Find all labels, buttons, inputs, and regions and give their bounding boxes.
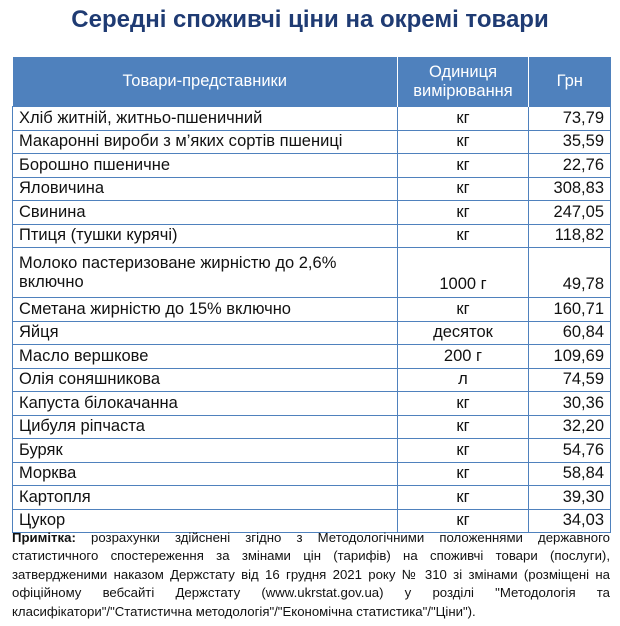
row-price: 34,03 [529,509,611,533]
row-name: Цукор [13,509,398,533]
row-unit: кг [398,415,529,439]
page-title: Середні споживчі ціни на окремі товари [71,6,549,33]
row-unit: 200 г [398,345,529,369]
row-name: Цибуля ріпчаста [13,415,398,439]
row-unit: десяток [398,321,529,345]
row-name: Молоко пастеризоване жирністю до 2,6% включно [13,248,398,298]
row-price: 60,84 [529,321,611,345]
prices-table [12,57,611,533]
row-name: Масло вершкове [13,345,398,369]
row-unit: кг [398,154,529,178]
row-unit: кг [398,509,529,533]
table-row [13,486,611,510]
table-row [13,462,611,486]
row-name: Капуста білокачанна [13,392,398,416]
row-price: 22,76 [529,154,611,178]
row-name: Хліб житній, житньо-пшеничний [13,107,398,131]
row-unit: кг [398,439,529,463]
header-product: Товари-представники [13,57,398,107]
row-price: 118,82 [529,224,611,248]
row-name: Яловичина [13,177,398,201]
row-unit: кг [398,298,529,322]
table-header-row [13,57,611,107]
table-row [13,321,611,345]
row-price: 308,83 [529,177,611,201]
row-unit: кг [398,392,529,416]
table-body [13,107,611,533]
table-row [13,415,611,439]
table-row [13,392,611,416]
table-row [13,439,611,463]
row-price: 49,78 [529,248,611,298]
footnote-label: Примітка: [12,530,76,545]
row-name: Борошно пшеничне [13,154,398,178]
row-price: 30,36 [529,392,611,416]
row-unit: кг [398,224,529,248]
table-row [13,368,611,392]
footnote [12,529,610,621]
row-name: Картопля [13,486,398,510]
row-name: Яйця [13,321,398,345]
row-price: 58,84 [529,462,611,486]
table-row [13,154,611,178]
row-unit: кг [398,107,529,131]
table-row [13,130,611,154]
row-unit: 1000 г [398,248,529,298]
row-price: 247,05 [529,201,611,225]
row-unit: кг [398,130,529,154]
row-name: Сметана жирністю до 15% включно [13,298,398,322]
row-unit: кг [398,486,529,510]
row-price: 73,79 [529,107,611,131]
table-row [13,345,611,369]
header-unit: Одиниця вимірювання [398,57,529,107]
row-name: Птиця (тушки курячі) [13,224,398,248]
row-name: Олія соняшникова [13,368,398,392]
row-price: 35,59 [529,130,611,154]
row-price: 160,71 [529,298,611,322]
row-name: Макаронні вироби з м’яких сортів пшениці [13,130,398,154]
row-name: Свинина [13,201,398,225]
row-name: Морква [13,462,398,486]
header-price: Грн [529,57,611,107]
row-unit: кг [398,201,529,225]
table-row [13,177,611,201]
table-row [13,224,611,248]
row-unit: кг [398,462,529,486]
row-price: 74,59 [529,368,611,392]
table-row [13,248,611,298]
table-row [13,298,611,322]
row-name: Буряк [13,439,398,463]
row-unit: л [398,368,529,392]
footnote-text: розрахунки здійснені згідно з Методологічними положеннями державного статистичного спостереження за змінами цін (тарифів) на споживчі товари (послуги), затвердженими наказом Держстату від 16 грудня 2021 року № 310 зі змінами (розміщені на офіційному вебсайті Держстату (www.ukrstat.gov.ua) у розділі "Методологія та класифікатори"/"Статистична методологія"/"Економічна статистика"/"Ціни"). [12,530,610,619]
row-price: 32,20 [529,415,611,439]
row-price: 39,30 [529,486,611,510]
table-row [13,107,611,131]
row-price: 54,76 [529,439,611,463]
table-row [13,201,611,225]
row-price: 109,69 [529,345,611,369]
row-unit: кг [398,177,529,201]
